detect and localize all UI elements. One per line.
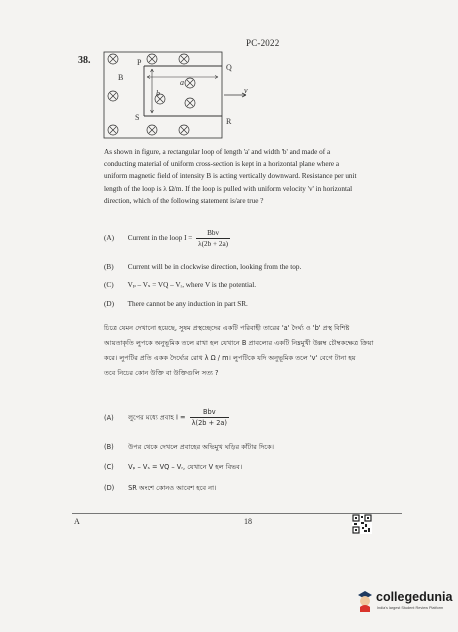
text-line: আয়তাকৃতি লুপকে অনুভূমিক তলে রাখা হল যেখানে B প্রাবল্যের একটি নিম্নমুখী উল্লম্ব চৌম্বকক্ষেত্র ক্রিয়া [104,339,374,347]
fraction-numerator: Bbv [190,407,229,418]
option-text: Current will be in clockwise direction, looking from the top. [127,263,302,271]
option-label: (A) [104,413,114,422]
text-line: তবে নিচের কোন উক্তি বা উক্তিগুলি সত্য ? [104,369,219,377]
option-label: (D) [104,300,114,308]
option-text: Vₚ – Vₛ = VQ – Vᵣ, যেখানে V হল বিভব। [128,463,243,471]
option-b-english [104,262,301,272]
label-s: S [135,113,140,122]
option-text: Current in the loop I = [127,234,193,243]
collegedunia-logo-text: collegedunia [376,590,453,604]
current-fraction [196,228,230,249]
option-text: There cannot be any induction in part SR. [127,300,248,308]
cross-symbol [108,54,118,64]
text-line: uniform magnetic field of intensity B is acting vertically downward. Resistance per unit [104,172,357,181]
option-label: (B) [104,443,114,451]
footer-series-letter: A [74,517,80,526]
text-line: করে। লুপটির প্রতি একক দৈর্ঘ্যের রোধ λ Ω / m। লুপটিকে যদি অনুভূমিক তলে 'v' বেগে টানা হয় [104,354,356,362]
option-text: উপর থেকে দেখলে প্রবাহের অভিমুখ ঘড়ির কাঁটার দিকে। [128,443,274,451]
label-b-width: b [156,89,160,98]
option-text: Vₚ – Vₛ = VQ – Vᵣ, where V is the potential. [127,281,256,289]
option-text: লুপের মধ্যে প্রবাহ I = [128,413,186,422]
option-a-bengali [104,407,229,428]
option-a-english [104,228,230,249]
cross-symbol [179,54,189,64]
cross-symbol [147,125,157,135]
current-fraction [190,407,229,428]
fraction-numerator: Bbv [196,228,230,239]
magnetic-field-loop-figure [100,50,250,142]
option-c-bengali [104,462,242,472]
option-c-english [104,280,256,290]
text-line: As shown in figure, a rectangular loop of length 'a' and width 'b' and made of a [104,148,331,156]
option-b-bengali [104,442,274,452]
page-number: 18 [244,517,252,526]
cross-symbol [185,78,195,88]
label-a: a [180,78,184,87]
label-r: R [226,117,232,126]
cross-symbol [108,91,118,101]
cross-symbol [179,125,189,135]
collegedunia-mascot-icon [356,588,374,612]
option-label: (D) [104,484,115,492]
label-v: v [244,86,248,95]
cross-symbol [108,125,118,135]
paper-code: PC-2022 [246,38,280,48]
option-label: (A) [104,234,114,243]
cross-symbol [147,54,157,64]
text-line: direction, which of the following statement is/are true ? [104,196,264,205]
option-label: (C) [104,463,114,471]
option-label: (C) [104,281,114,289]
cross-symbol [185,98,195,108]
text-line: length of the loop is λ Ω/m. If the loop is pulled with uniform velocity 'v' in horizontal [104,184,353,193]
option-d-bengali [104,483,216,493]
question-number: 38. [78,55,91,66]
option-label: (B) [104,263,114,271]
label-b-field: B [118,73,124,82]
question-text-english [104,146,432,207]
text-line: conducting material of uniform cross-section is kept in a horizontal plane where a [104,160,340,169]
question-text-bengali [104,321,432,381]
option-d-english [104,299,248,309]
fraction-denominator: λ(2b + 2a) [191,419,228,427]
label-p: P [137,58,142,67]
collegedunia-tagline: India's largest Student Review Platform [377,606,444,610]
fraction-denominator: λ(2b + 2a) [198,240,229,248]
label-q: Q [226,63,232,72]
text-line: চিত্রে যেমন দেখানো হয়েছে, সুষম প্রস্থচ্ছেদের একটি পরিবাহী তারের 'a' দৈর্ঘ্য ও 'b' প্রস্থ বিশিষ্ট [104,324,350,332]
option-text: SR অংশে কোনও আবেশ হবে না। [128,484,217,492]
qr-code-icon [352,514,372,534]
